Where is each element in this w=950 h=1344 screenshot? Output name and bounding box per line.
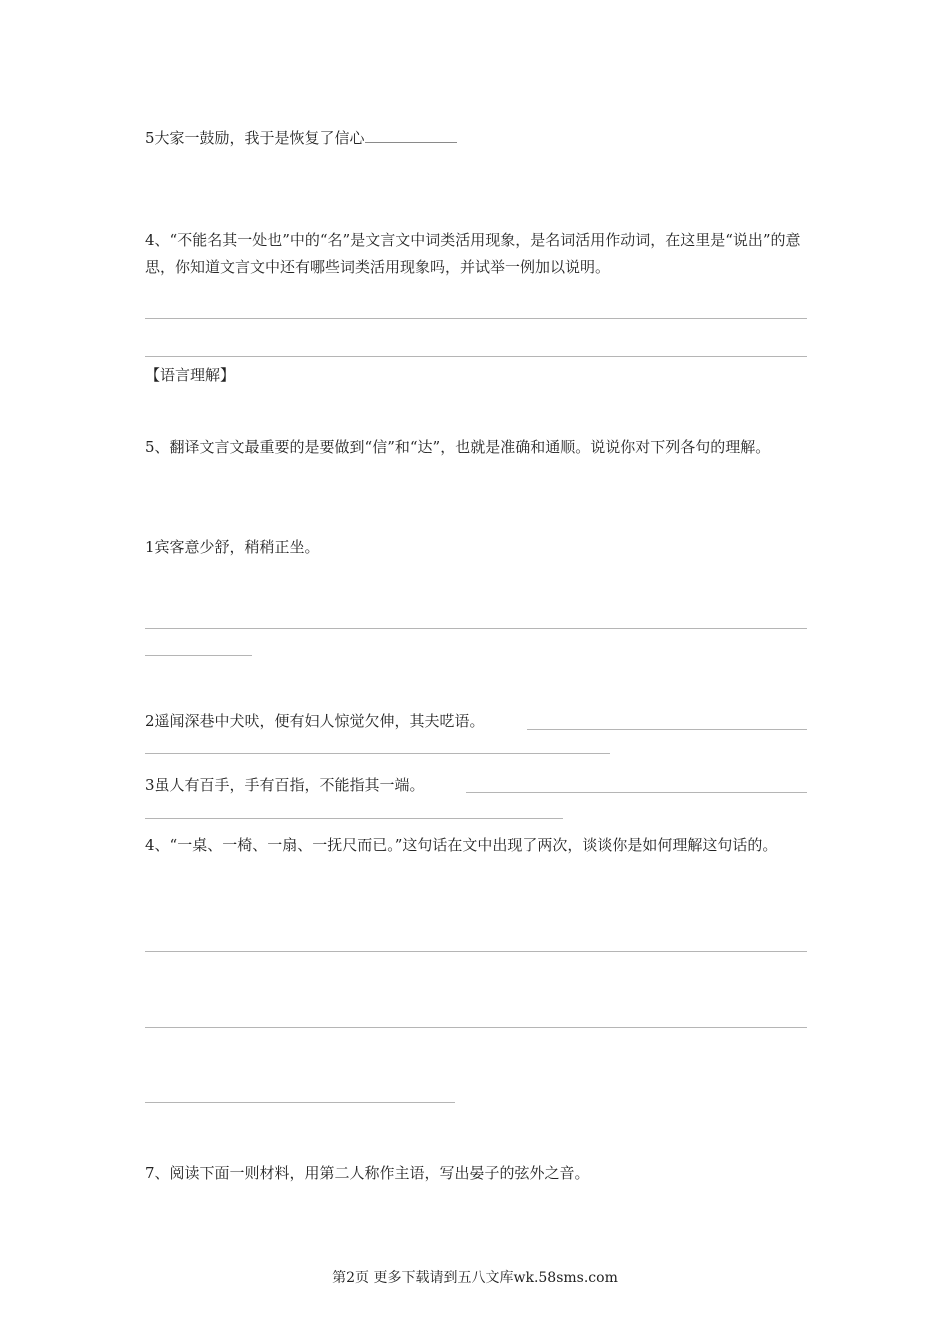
section-heading: 【语言理解】 (145, 366, 236, 384)
answer-line[interactable] (145, 318, 807, 319)
sentence-2: 2遥闻深巷中犬吠，便有妇人惊觉欠伸，其夫呓语。 (145, 712, 485, 730)
answer-blank[interactable] (365, 128, 457, 143)
text-line (145, 125, 457, 152)
answer-line[interactable] (145, 628, 807, 629)
question-4: 4、“不能名其一处也”中的“名”是文言文中词类活用现象，是名词活用作动词，在这里是“说出”的意思，你知道文言文中还有哪些词类活用现象吗，并试举一例加以说明。 (145, 231, 801, 276)
answer-line[interactable] (145, 356, 807, 357)
question-4b: 4、“一桌、一椅、一扇、一抚尺而已。”这句话在文中出现了两次，谈谈你是如何理解这句话的。 (145, 836, 778, 854)
text-line (145, 708, 485, 735)
text-line (145, 772, 425, 799)
answer-line[interactable] (145, 655, 252, 656)
answer-line[interactable] (145, 951, 807, 952)
answer-line[interactable] (145, 753, 610, 754)
sentence-3: 3虽人有百手，手有百指，不能指其一端。 (145, 776, 425, 794)
answer-line[interactable] (145, 1027, 807, 1028)
sentence-5: 5大家一鼓励，我于是恢复了信心 (145, 129, 365, 147)
answer-line[interactable] (466, 792, 807, 793)
answer-line[interactable] (527, 729, 807, 730)
question-5: 5、翻译文言文最重要的是要做到“信”和“达”，也就是准确和通顺。说说你对下列各句的理解。 (145, 438, 771, 456)
page-footer: 第2页 更多下载请到五八文库wk.58sms.com (332, 1270, 618, 1286)
sentence-1: 1宾客意少舒，稍稍正坐。 (145, 538, 320, 556)
answer-line[interactable] (145, 1102, 455, 1103)
answer-line[interactable] (145, 818, 563, 819)
question-7: 7、阅读下面一则材料，用第二人称作主语，写出晏子的弦外之音。 (145, 1164, 590, 1182)
